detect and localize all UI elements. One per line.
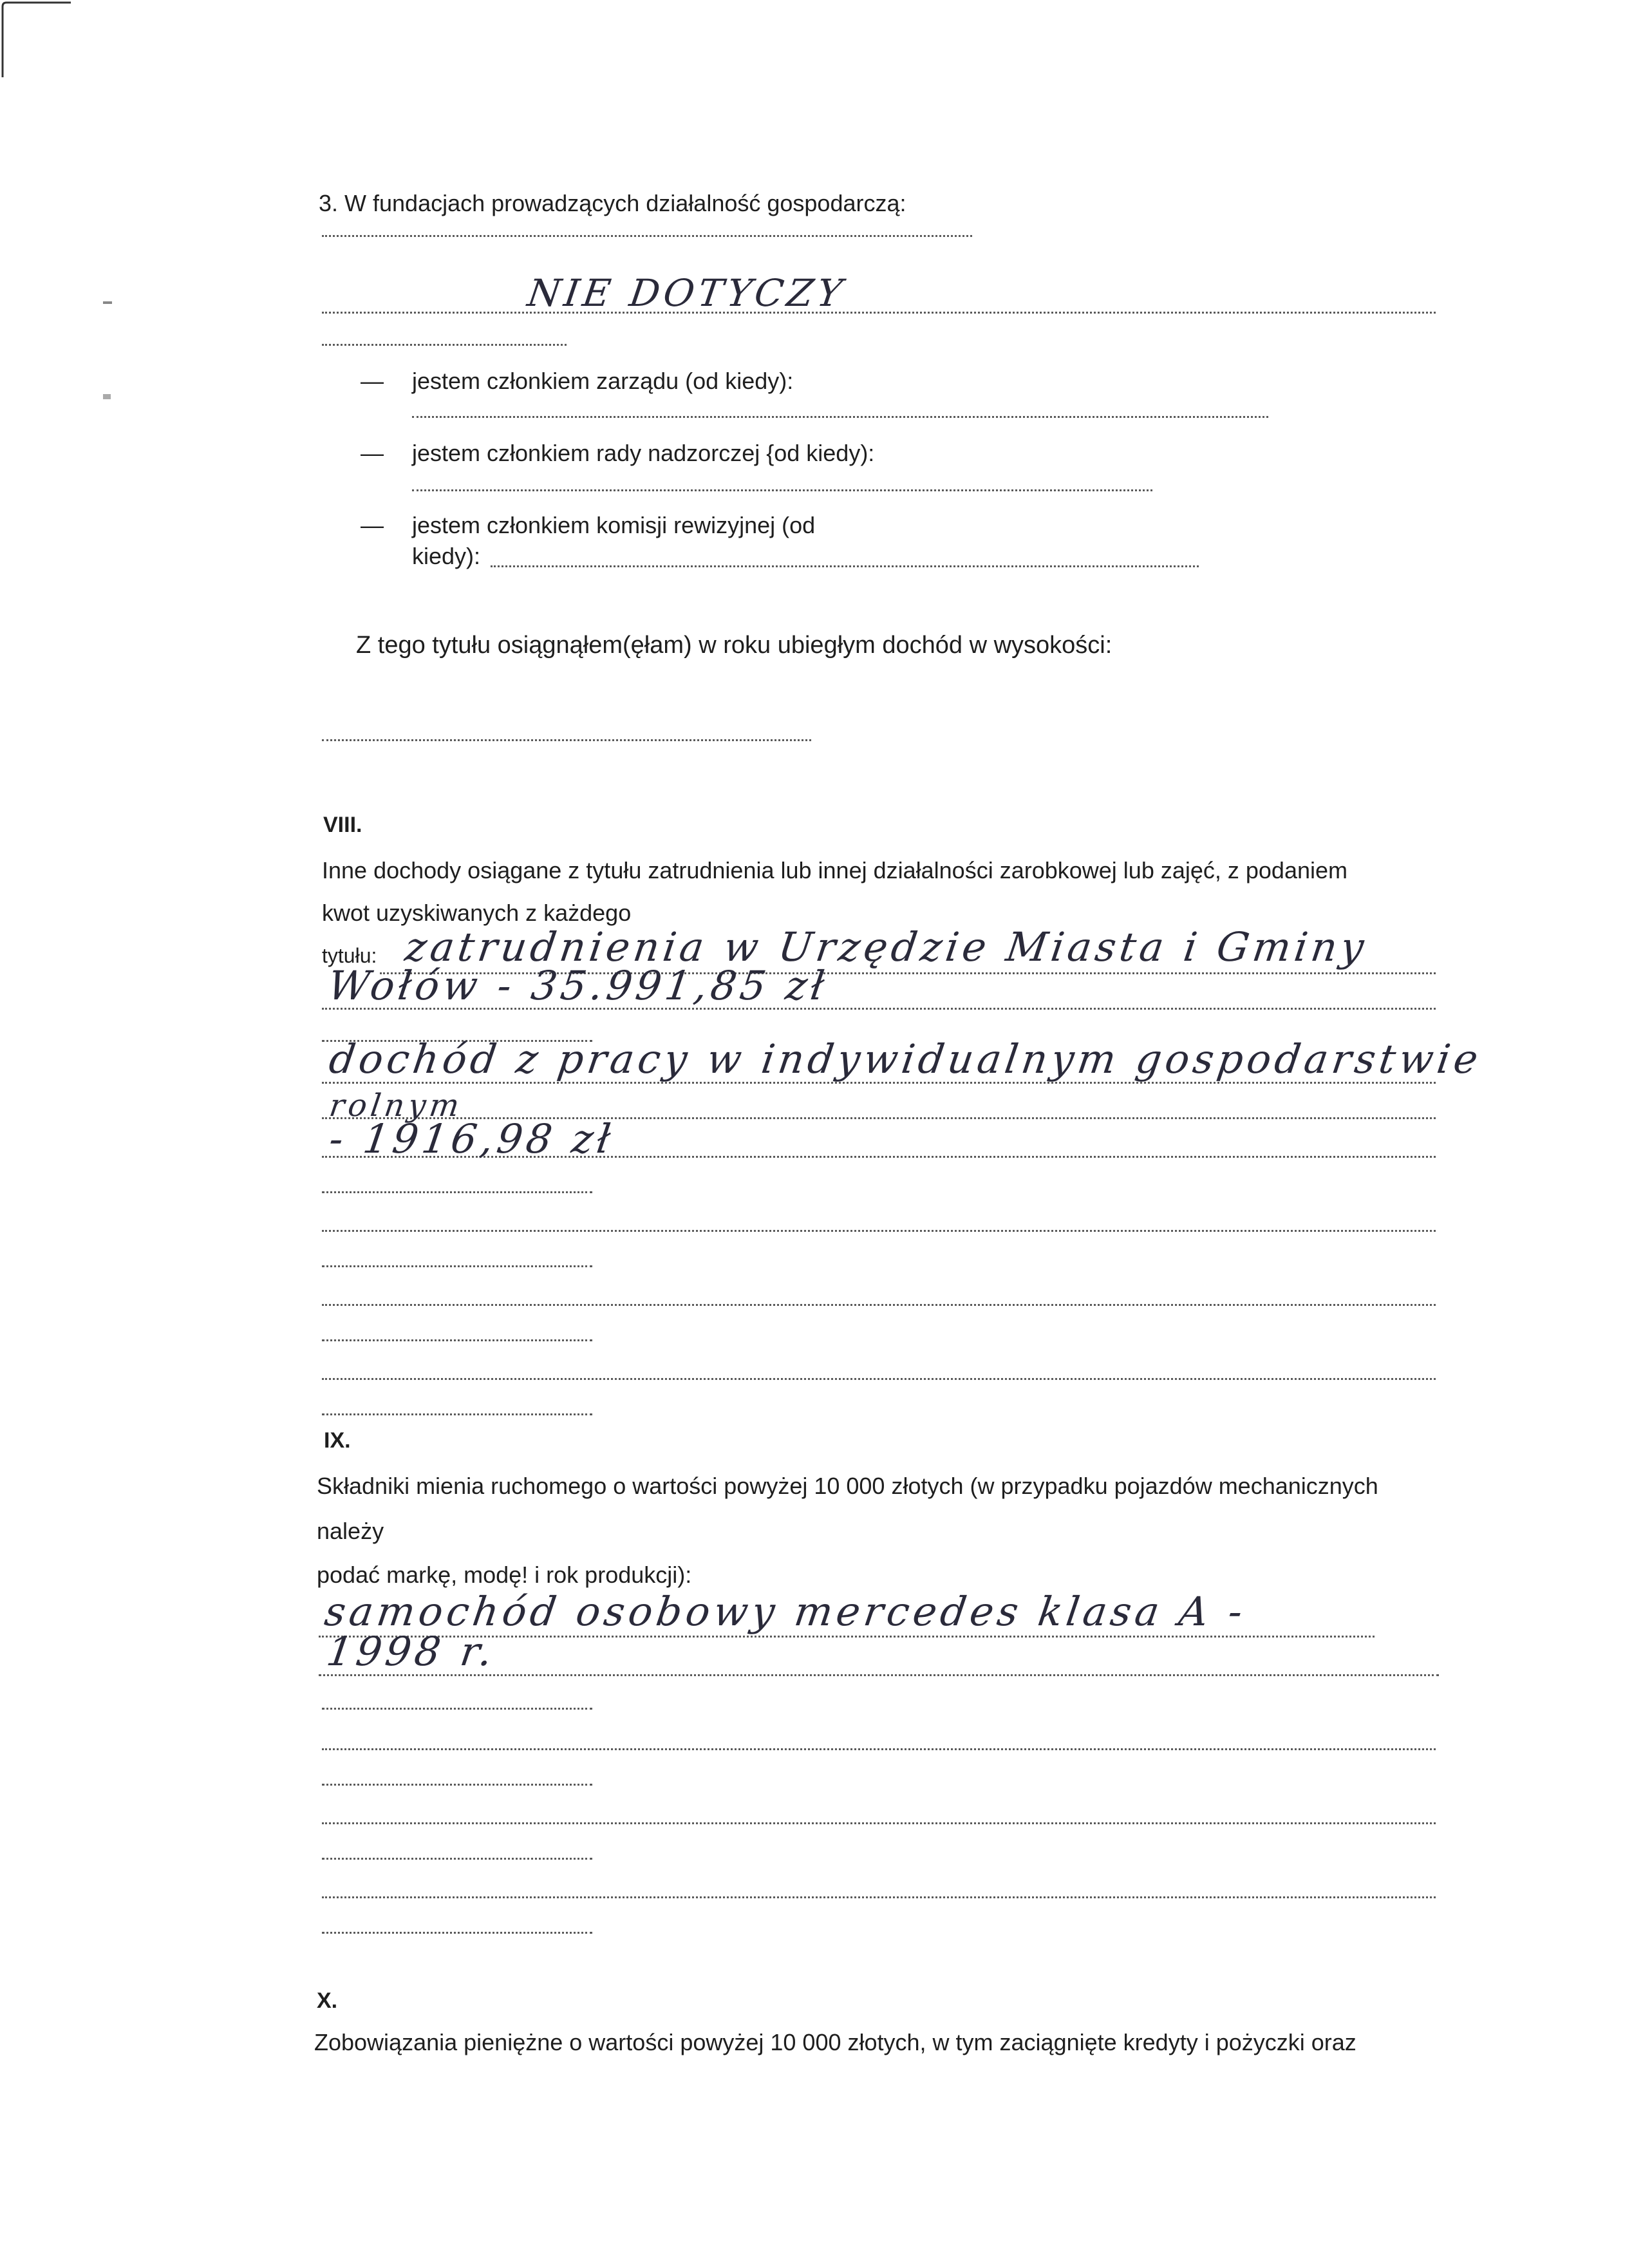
section8-text-line3: tytułu: xyxy=(322,944,377,967)
dotted-line xyxy=(322,1230,1436,1232)
dotted-line xyxy=(322,1896,1436,1898)
section10-numeral: X. xyxy=(317,1988,338,2013)
dotted-line xyxy=(412,416,1268,418)
section8-text-line1: Inne dochody osiągane z tytułu zatrudnienia lub innej działalności zarobkowej lub zajęć, z podaniem xyxy=(322,857,1347,883)
dotted-line xyxy=(322,235,972,237)
handwritten-answer: NIE DOTYCZY xyxy=(525,271,849,315)
dotted-line xyxy=(322,1858,592,1860)
dotted-line xyxy=(322,739,811,741)
section9-text-line1: Składniki mienia ruchomego o wartości powyżej 10 000 złotych (w przypadku pojazdów mechanicznych xyxy=(317,1473,1378,1499)
board-member-label: jestem członkiem zarządu (od kiedy): xyxy=(412,368,794,394)
dotted-line xyxy=(322,1378,1436,1380)
handwritten-income-5: - 1916,98 zł xyxy=(326,1115,617,1162)
handwritten-income-2: Wołów - 35.991,85 zł xyxy=(324,962,831,1009)
section9-text-line2: należy xyxy=(317,1518,384,1544)
dotted-line xyxy=(412,489,1152,491)
dotted-line xyxy=(322,1784,592,1786)
dotted-line xyxy=(322,1413,592,1415)
section9-text-line3: podać markę, modę! i rok produkcji): xyxy=(317,1562,692,1588)
audit-member-label-line1: jestem członkiem komisji rewizyjnej (od xyxy=(412,512,816,538)
answer-line xyxy=(322,312,1436,314)
audit-member-label-line2: kiedy): xyxy=(412,543,481,569)
supervisory-member-label: jestem członkiem rady nadzorczej {od kiedy): xyxy=(412,440,875,466)
handwritten-income-3: dochód z pracy w indywidualnym gospodarstwie xyxy=(326,1035,1485,1082)
scan-speck xyxy=(103,394,111,399)
dotted-line xyxy=(491,565,1199,567)
dotted-line xyxy=(322,1339,592,1341)
handwritten-income-1: zatrudnienia w Urzędzie Miasta i Gminy xyxy=(402,923,1371,970)
dotted-line xyxy=(322,1748,1436,1750)
section8-numeral: VIII. xyxy=(323,813,362,837)
income-label: Z tego tytułu osiągnąłem(ęłam) w roku ubiegłym dochód w wysokości: xyxy=(356,632,1112,659)
dotted-line xyxy=(322,1708,592,1710)
dash: — xyxy=(361,512,384,538)
dash: — xyxy=(361,440,384,466)
dotted-line xyxy=(322,1191,592,1193)
scan-speck xyxy=(103,301,112,304)
dotted-line xyxy=(322,1822,1436,1824)
section8-text-line2: kwot uzyskiwanych z każdego xyxy=(322,900,632,926)
dotted-line xyxy=(322,1265,592,1267)
handwritten-assets-2: 1998 r. xyxy=(323,1628,500,1675)
dotted-line xyxy=(322,1932,592,1934)
section9-numeral: IX. xyxy=(324,1428,351,1453)
dotted-line xyxy=(322,1304,1436,1306)
dotted-line xyxy=(322,344,567,346)
handwritten-income-4: rolnym xyxy=(327,1088,465,1124)
handwritten-assets-1: samochód osobowy mercedes klasa A - xyxy=(321,1588,1250,1635)
dash: — xyxy=(361,368,384,394)
section10-text-line1: Zobowiązania pieniężne o wartości powyżej 10 000 złotych, w tym zaciągnięte kredyty i pożyczki oraz xyxy=(314,2029,1356,2055)
scan-border-mark xyxy=(0,0,77,77)
section3-heading: 3. W fundacjach prowadzących działalność gospodarczą: xyxy=(319,190,906,216)
